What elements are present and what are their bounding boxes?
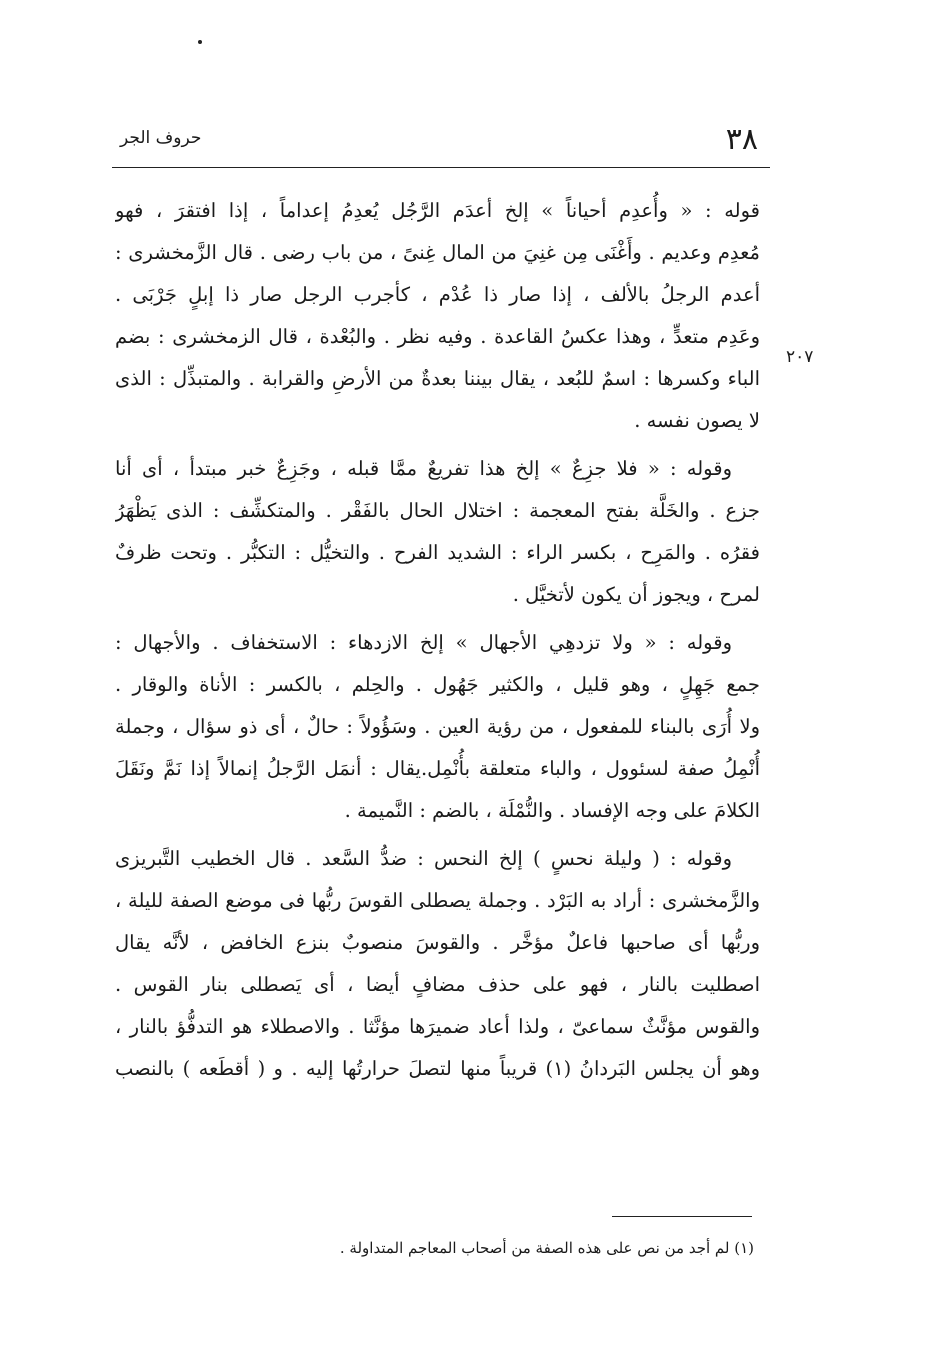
header-rule <box>112 167 770 168</box>
running-title: حروف الجر <box>120 128 202 148</box>
text-line: وقوله : « ولا تزدهِي الأجهال » إلخ الازدهاء : الاستخفاف . والأجهال : <box>115 631 732 654</box>
footnote-rule <box>612 1216 752 1217</box>
paragraph-3 <box>115 622 760 832</box>
text-line: وقوله : « فلا جزِعٌ » إلخ هذا تفريعٌ ممَّا قبله ، وجَزِعٌ خبر مبتدأ ، أى أنا <box>115 457 732 480</box>
text-line: قوله : « وأُعدِم أحياناً » إلخ أعدَم الرَّجُل يُعدِمُ إعداماً ، إذا افتقرَ ، فهو <box>115 199 760 222</box>
text-line: وعَدِم متعدٍّ ، وهذا عكسُ القاعدة . وفيه نظر . والبُعْدة ، قال الزمخشرى : بضم <box>115 325 760 348</box>
text-line: وهو أن يجلس البَردانُ (١) قريباً منها لتصلَ حرارتُها إليه . و ( أقطَعه ) بالنصب <box>115 1057 760 1080</box>
text-line: لا يصون نفسه . <box>634 409 760 432</box>
page-header <box>112 118 770 158</box>
text-line: وربُّها أى صاحبها فاعلٌ مؤخَّر . والقوسَ منصوبٌ بنزع الخافض ، لأنَّه يقال <box>115 931 760 954</box>
text-line: والزَّمخشرى : أراد به البَرْد . وجملة يصطلى القوسَ ربُّها فى موضع الصفة لليلة ، <box>115 889 760 912</box>
text-line: وقوله : ( وليلة نحسٍ ) إلخ النحس : ضدُّ السَّعد . قال الخطيب التَّبريزى <box>115 847 732 870</box>
text-line: ولا أُرَى بالبناء للمفعول ، من رؤية العين . وسَؤُولاً : حالٌ ، أى ذو سؤال ، وجملة <box>115 715 760 738</box>
commentary-body <box>115 190 760 1090</box>
text-line: والقوس مؤنَّثٌ سماعىّ ، ولذا أعاد ضميرَها مؤنَّثا . والاصطلاء هو التدفُّؤ بالنار ، <box>115 1015 760 1038</box>
page-number: ٣٨ <box>725 122 758 157</box>
ink-speck <box>198 40 202 44</box>
text-line: فقرُه . والمَرِح ، بكسر الراء : الشديد الفرح . والتخيُّل : التكبُّر . وتحت ظرفٌ <box>115 541 760 564</box>
text-line: الكلامَ على وجه الإفساد . والنُّمْلَة ، بالضم : النَّميمة . <box>344 799 760 822</box>
footnote: (١) لم أجد من نص على هذه الصفة من أصحاب المعاجم المتداولة . <box>339 1239 754 1257</box>
text-line: أُنْمِلُ صفة لسئوول ، والباء متعلقة بأُنْمِل.يقال : أنمَل الرَّجلُ إنمالاً إذا نَمَّ ونَقَلَ <box>115 757 760 780</box>
paragraph-2 <box>115 448 760 616</box>
text-line: أعدم الرجلُ بالألف ، إذا صار ذا عُدْم ، كأجرب الرجل صار ذا إبلٍ جَرْبَى . <box>115 283 760 306</box>
text-line: جمع جَهِلٍ ، وهو قليل ، والكثير جَهُول . والحِلم ، بالكسر : الأناة والوقار . <box>115 673 760 696</box>
text-line: لمرح ، ويجوز أن يكون لأتخيَّل . <box>512 583 760 606</box>
text-line: جزع . والخَلَّة بفتح المعجمة : اختلال الحال بالفَقْر . والمتكشِّف : الذى يَظْهَرُ <box>115 499 760 522</box>
text-line: مُعدِم وعديم . وأَغْنَى مِن غنِيَ من المال غِنىً ، من باب رضى . قال الزَّمخشرى : <box>115 241 760 264</box>
paragraph-1 <box>115 190 760 442</box>
margin-verse-number: ٢٠٧ <box>786 347 814 367</box>
text-line: الباء وكسرها : اسمٌ للبُعد ، يقال بيننا بعدةٌ من الأرضِ والقرابة . والمتبذِّل : الذى <box>115 367 760 390</box>
text-line: اصطليت بالنار ، فهو على حذف مضافٍ أيضا ، أى يَصطلى بنار القوس . <box>115 973 760 996</box>
paragraph-4 <box>115 838 760 1090</box>
